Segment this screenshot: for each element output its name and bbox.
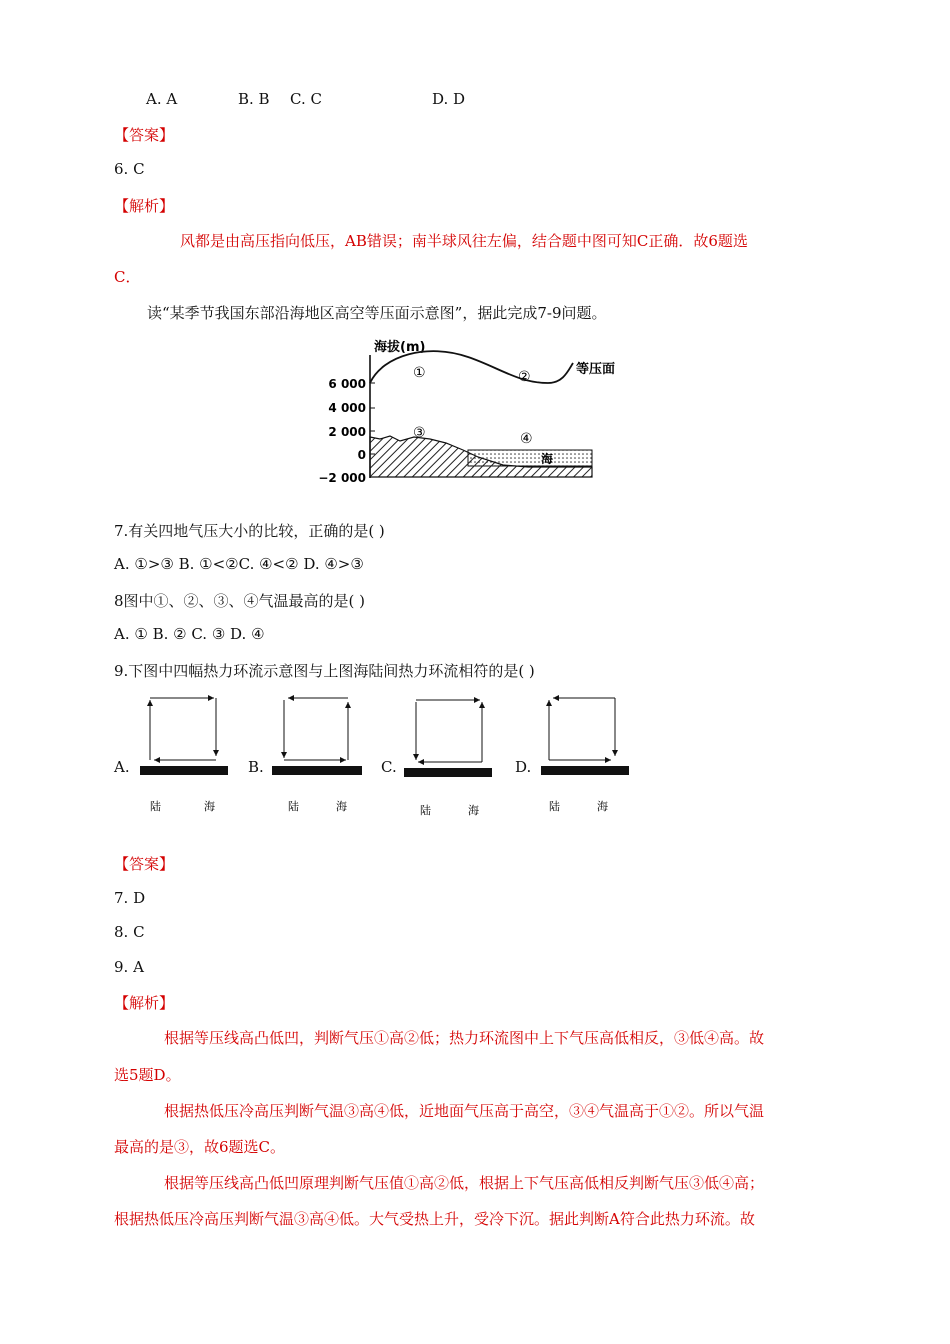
diagram-b-sea: 海	[336, 800, 347, 813]
y-tick-2000: 2 000	[328, 425, 366, 439]
question-9: 9.下图中四幅热力环流示意图与上图海陆间热力环流相符的是( )	[114, 662, 535, 680]
answer-label-2: 【答案】	[114, 855, 175, 873]
q6-option-b: B. B	[238, 90, 270, 108]
isobar-label: 等压面	[576, 362, 616, 377]
diagram-d-sea: 海	[597, 800, 608, 813]
isobar-figure	[318, 333, 638, 493]
y-tick-0: 0	[357, 448, 366, 462]
answer-label: 【答案】	[114, 126, 175, 144]
point-3: ③	[413, 425, 426, 441]
diagram-c-letter: C.	[381, 758, 397, 776]
diagram-d-letter: D.	[515, 758, 532, 776]
diagram-b-land: 陆	[288, 800, 299, 813]
diagram-a-land: 陆	[150, 800, 161, 813]
diagram-d-land: 陆	[549, 800, 560, 813]
point-1: ①	[413, 365, 426, 381]
analysis-a-line2: 选5题D。	[114, 1066, 181, 1084]
answer-8: 8. C	[114, 923, 145, 941]
diagram-c-land: 陆	[420, 804, 431, 817]
point-4: ④	[520, 431, 533, 447]
question-7-options: A. ①>③ B. ①<②C. ④<② D. ④>③	[114, 555, 364, 573]
analysis-6-line2: C．	[114, 268, 141, 286]
answer-7: 7. D	[114, 889, 146, 907]
analysis-label-2: 【解析】	[114, 994, 175, 1012]
q6-option-c: C. C	[290, 90, 322, 108]
y-tick-6000: 6 000	[328, 377, 366, 391]
question-7: 7.有关四地气压大小的比较，正确的是( )	[114, 522, 385, 540]
y-tick-4000: 4 000	[328, 401, 366, 415]
y-axis-title: 海拔(m)	[374, 340, 426, 355]
question-8-options: A. ① B. ② C. ③ D. ④	[114, 625, 265, 643]
point-2: ②	[518, 369, 531, 385]
analysis-label: 【解析】	[114, 197, 175, 215]
analysis-b-line2: 最高的是③，故6题选C。	[114, 1138, 286, 1156]
diagram-a-letter: A.	[114, 758, 130, 776]
question-8: 8图中①、②、③、④气温最高的是( )	[114, 592, 366, 610]
diagram-c	[402, 690, 502, 820]
analysis-c-line2: 根据热低压冷高压判断气温③高④低。大气受热上升，受冷下沉。据此判断A符合此热力环流。故	[114, 1210, 755, 1228]
analysis-c-line1: 根据等压线高凸低凹原理判断气压值①高②低，根据上下气压高低相反判断气压③低④高；	[164, 1174, 765, 1192]
analysis-a-line1: 根据等压线高凸低凹，判断气压①高②低；热力环流图中上下气压高低相反，③低④高。故	[164, 1029, 765, 1047]
diagram-b	[270, 690, 370, 820]
sea-label: 海	[541, 452, 554, 466]
analysis-b-line1: 根据热低压冷高压判断气温③高④低，近地面气压高于高空，③④气温高于①②。所以气温	[164, 1102, 765, 1120]
diagram-c-sea: 海	[468, 804, 479, 817]
q6-option-d: D. D	[432, 90, 466, 108]
answer-6: 6. C	[114, 160, 145, 178]
diagram-b-letter: B.	[248, 758, 264, 776]
q6-option-a: A. A	[146, 90, 178, 108]
diagram-a-sea: 海	[204, 800, 215, 813]
y-tick-neg2000: −2 000	[318, 471, 366, 485]
isobar-curve	[370, 351, 573, 383]
answer-9: 9. A	[114, 958, 144, 976]
intro-7-9: 读“某季节我国东部沿海地区高空等压面示意图”，据此完成7-9问题。	[147, 304, 607, 322]
analysis-6-line1: 风都是由高压指向低压，AB错误；南半球风往左偏，结合题中图可知C正确．故6题选	[180, 232, 748, 250]
diagram-d	[537, 690, 637, 820]
diagram-a	[138, 690, 238, 820]
